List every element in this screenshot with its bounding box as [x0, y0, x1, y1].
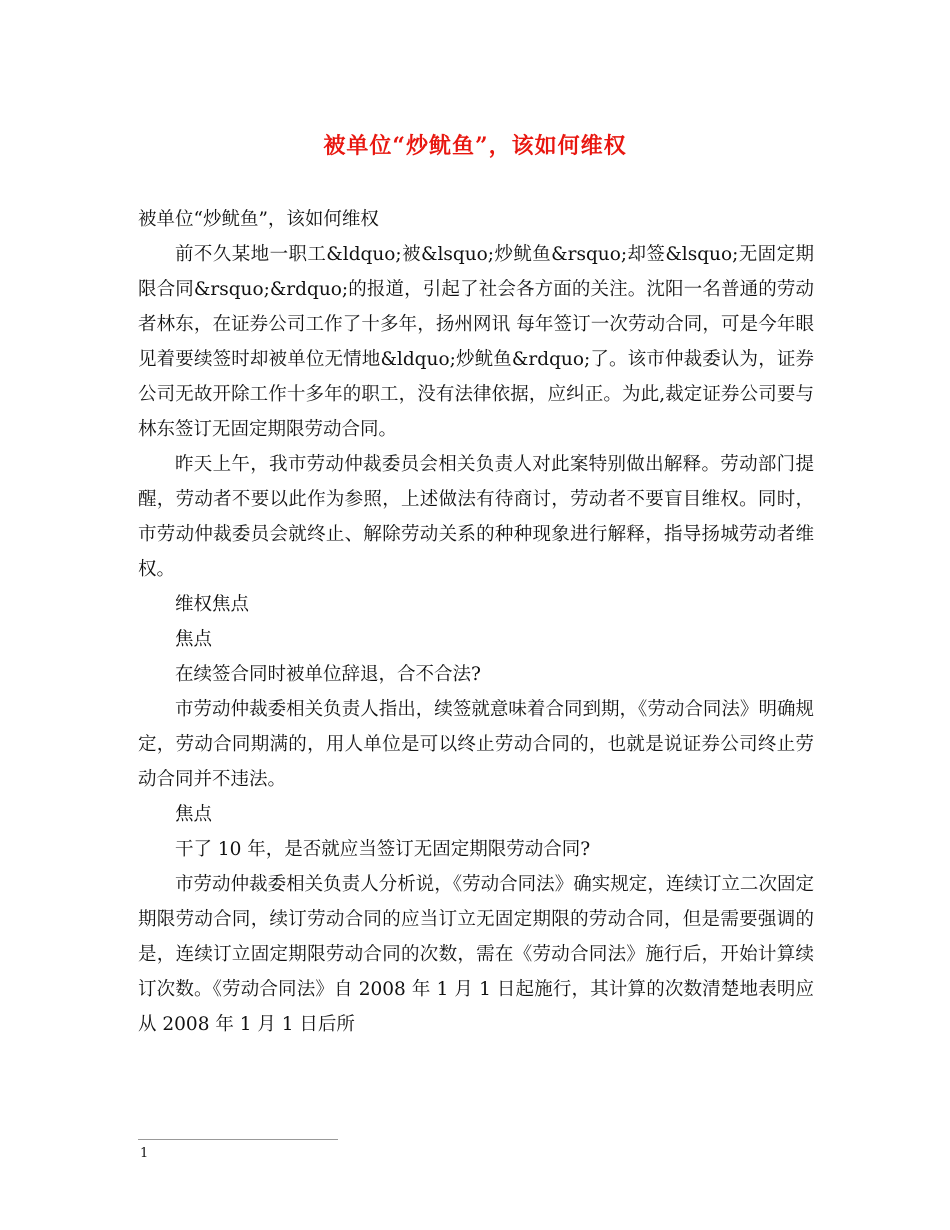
- focus-label: 焦点: [175, 629, 213, 650]
- footer-divider: [138, 1139, 338, 1140]
- paragraph: 昨天上午，我市劳动仲裁委员会相关负责人对此案特别做出解释。劳动部门提醒，劳动者不要以此作为参照，上述做法有待商讨，劳动者不要盲目维权。同时，市劳动仲裁委员会就终止、解除劳动关系的种种现象进行解释，指导扬城劳动者维权。: [138, 454, 814, 580]
- document-body: [138, 202, 814, 1042]
- page-number: 1: [140, 1146, 149, 1161]
- section-heading: 维权焦点: [175, 594, 250, 615]
- paragraph: 市劳动仲裁委相关负责人分析说，《劳动合同法》确实规定，连续订立二次固定期限劳动合同，续订劳动合同的应当订立无固定期限的劳动合同，但是需要强调的是，连续订立固定期限劳动合同的次数，需在《劳动合同法》施行后，开始计算续订次数。《劳动合同法》自 2008 年 1 月 1 日起施行，其计算的次数清楚地表明应从 2008 年 1 月 1 日后所: [138, 874, 814, 1035]
- paragraph: 前不久某地一职工&ldquo;被&lsquo;炒鱿鱼&rsquo;却签&lsquo;无固定期限合同&rsquo;&rdquo;的报道，引起了社会各方面的关注。沈阳一名普通的劳动者林东，在证券公司工作了十多年，扬州网讯 每年签订一次劳动合同，可是今年眼见着要续签时却被单位无情地&ldquo;炒鱿鱼&rdquo;了。该市仲裁委认为，证券公司无故开除工作十多年的职工，没有法律依据，应纠正。为此,裁定证券公司要与林东签订无固定期限劳动合同。: [138, 244, 814, 440]
- paragraph-heading: 被单位“炒鱿鱼”，该如何维权: [138, 209, 379, 230]
- focus-label: 焦点: [175, 804, 213, 825]
- question: 在续签合同时被单位辞退，合不合法?: [175, 664, 481, 685]
- paragraph: 市劳动仲裁委相关负责人指出，续签就意味着合同到期，《劳动合同法》明确规定，劳动合同期满的，用人单位是可以终止劳动合同的，也就是说证券公司终止劳动合同并不违法。: [138, 699, 814, 790]
- document-title: 被单位“炒鱿鱼”，该如何维权: [323, 133, 627, 159]
- question: 干了 10 年，是否就应当签订无固定期限劳动合同?: [175, 839, 591, 860]
